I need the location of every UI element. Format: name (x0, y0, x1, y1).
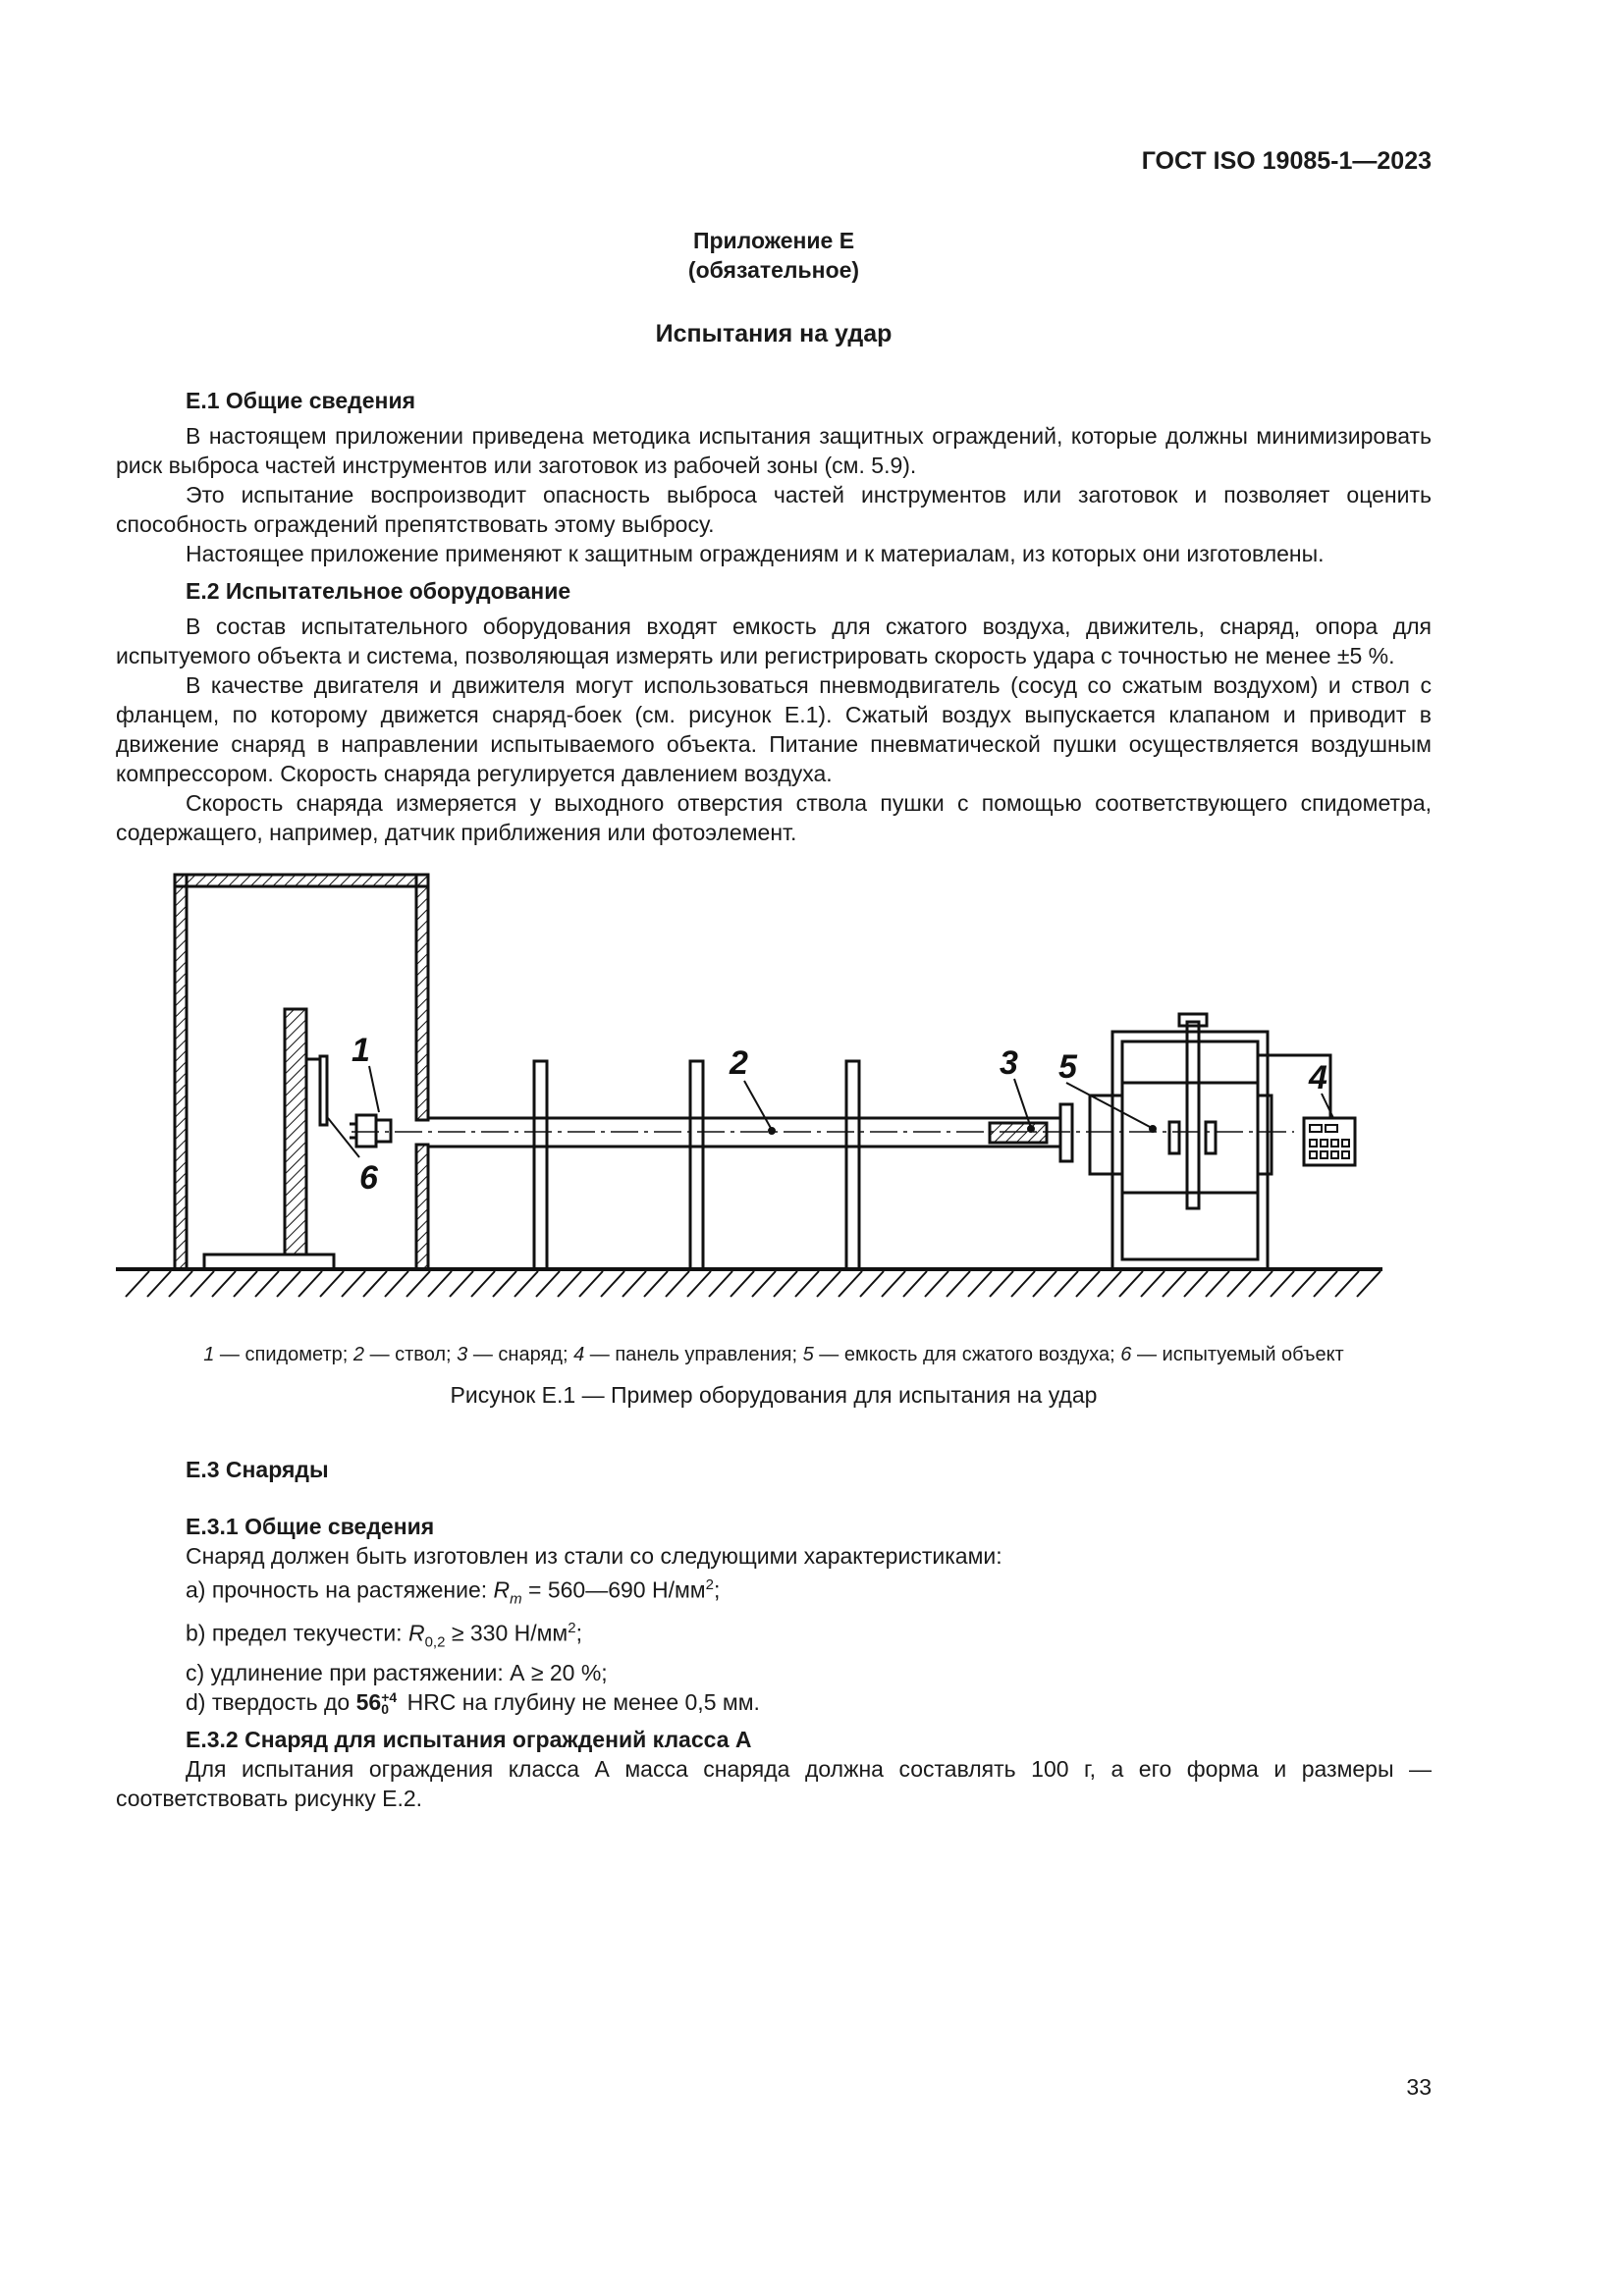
legend-num-1: 1 (203, 1344, 215, 1365)
air-vessel-frame (1112, 1032, 1268, 1269)
list-item-d: d) твердость до 56 +4 0 HRC на глубину не менее 0,5 мм. (186, 1688, 760, 1718)
barrel-support-3 (846, 1061, 859, 1269)
barrel-support-1 (534, 1061, 547, 1269)
legend-text-2: — ствол; (364, 1344, 458, 1365)
e3-2-paragraph: Для испытания ограждения класса А масса снаряда должна составлять 100 г, а его форма и размеры — соответствовать рисунку Е.2. (116, 1755, 1432, 1811)
section-e1-heading: Е.1 Общие сведения (186, 388, 415, 413)
callout-4: 4 (1309, 1059, 1327, 1096)
e2-paragraph-2: В качестве двигателя и движителя могут использоваться пневмодвигатель (сосуд со сжатым воздухом) и ствол с фланцем, по которому движется снаряд-боек (см. рисунок Е.1). Сжатый воздух выпускается клапаном и приводит в движение снаряд в направлении испытываемого объекта. Питание пневматической пушки осуществляется воздушным компрессором. Скорость снаряда регулируется давлением воздуха. (116, 672, 1432, 786)
callout-2: 2 (730, 1044, 748, 1082)
callout-1: 1 (352, 1032, 370, 1069)
projectile (990, 1123, 1047, 1143)
section-e3-1-heading: Е.3.1 Общие сведения (186, 1514, 435, 1539)
legend-num-2: 2 (352, 1344, 365, 1365)
page-content (116, 226, 1432, 1813)
legend-text-3: — снаряд; (467, 1344, 574, 1365)
section-e3-heading: Е.3 Снаряды (186, 1457, 329, 1482)
list-item-a: a) прочность на растяжение: $R_m$ = 560—690 $Н/мм^2$; (186, 1576, 721, 1608)
appendix-title: Испытания на удар (655, 320, 893, 347)
section-e2-heading: Е.2 Испытательное оборудование (186, 578, 571, 604)
e3-1-lead: Снаряд должен быть изготовлен из стали со следующими характеристиками: (186, 1543, 1002, 1569)
legend-num-4: 4 (573, 1344, 585, 1365)
test-object (320, 1056, 327, 1125)
page-number: 33 (1406, 2074, 1432, 2100)
figure-legend (116, 1341, 1432, 1368)
legend-num-6: 6 (1120, 1344, 1132, 1365)
appendix-status: (обязательное) (687, 257, 860, 283)
support-column (285, 1009, 306, 1255)
legend-text-5: — емкость для сжатого воздуха; (813, 1344, 1121, 1365)
section-e3-2-heading: Е.3.2 Снаряд для испытания ограждений класса А (186, 1726, 752, 1752)
air-vessel-tank (1122, 1083, 1258, 1193)
impact-test-diagram (116, 865, 1432, 1341)
support-base (204, 1255, 334, 1269)
enclosure-left-wall (175, 875, 187, 1269)
control-panel-keys (1310, 1125, 1349, 1158)
legend-num-3: 3 (457, 1344, 468, 1365)
standard-header: ГОСТ ISO 19085-1—2023 (1141, 147, 1432, 175)
callout-3: 3 (1000, 1044, 1018, 1082)
callout-6: 6 (359, 1159, 378, 1197)
steel-properties-list (116, 1571, 1432, 1717)
legend-text-1: — спидометр; (214, 1344, 353, 1365)
enclosure-right-wall-upper (416, 875, 428, 1120)
legend-num-5: 5 (802, 1344, 814, 1365)
callout-5: 5 (1058, 1048, 1077, 1086)
appendix-label: Приложение Е (692, 228, 855, 253)
e1-paragraph-2: Это испытание воспроизводит опасность выброса частей инструментов или заготовок и позволяет оценить способность ограждений препятствовать этому выбросу. (116, 482, 1432, 537)
e2-paragraph-3: Скорость снаряда измеряется у выходного отверстия ствола пушки с помощью соответствующего спидометра, содержащего, например, датчик приближения или фотоэлемент. (116, 790, 1432, 845)
e2-paragraph-1: В состав испытательного оборудования входят емкость для сжатого воздуха, движитель, снаряд, опора для испытуемого объекта и система, позволяющая измерять или регистрировать скорость удара с точностью не менее ±5 %. (116, 614, 1432, 668)
legend-text-6: — испытуемый объект (1131, 1344, 1344, 1365)
enclosure-right-wall-lower (416, 1145, 428, 1269)
list-item-c: c) удлинение при растяжении: А ≥ 20 %; (186, 1659, 608, 1685)
legend-text-4: — панель управления; (584, 1344, 803, 1365)
e1-paragraph-3: Настоящее приложение применяют к защитным ограждениям и к материалам, из которых они изготовлены. (186, 541, 1325, 566)
air-vessel-valve (1090, 1095, 1122, 1174)
leader-lines (328, 1066, 1333, 1157)
speedometer-tip (376, 1120, 391, 1142)
barrel-support-2 (690, 1061, 703, 1269)
ground-hatching (126, 1271, 1380, 1297)
figure-e1 (116, 865, 1432, 1341)
speedometer-body (356, 1115, 376, 1147)
e1-paragraph-1: В настоящем приложении приведена методика испытания защитных ограждений, которые должны минимизировать риск выброса частей инструментов или заготовок из рабочей зоны (см. 5.9). (116, 423, 1432, 478)
barrel-flange (1060, 1104, 1072, 1161)
enclosure-top-wall (175, 875, 428, 886)
air-vessel-rod (1187, 1022, 1199, 1208)
list-item-b: b) предел текучести: $R_{0,2} \ge 330$ $Н/мм^2$; (186, 1620, 582, 1651)
figure-caption: Рисунок Е.1 — Пример оборудования для испытания на удар (450, 1382, 1098, 1408)
